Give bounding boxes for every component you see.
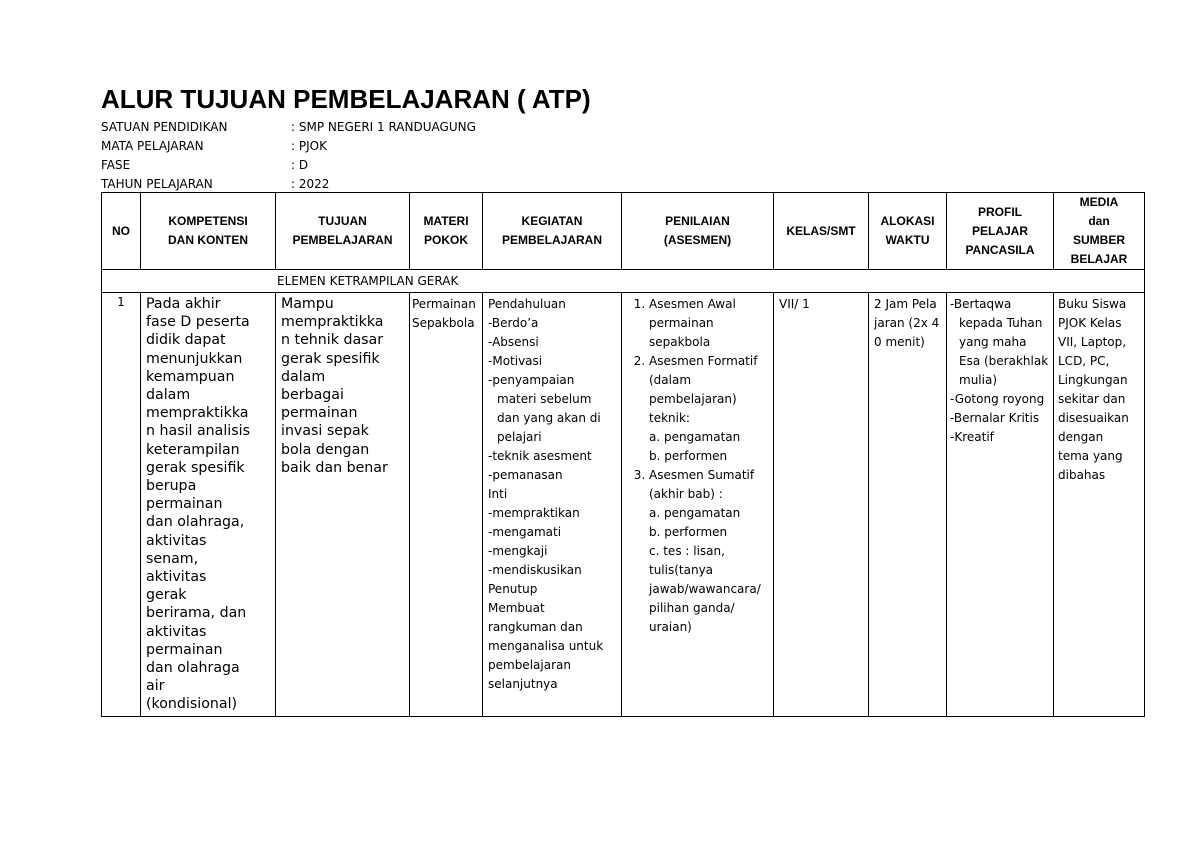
profil-item: -Gotong royong (950, 392, 1045, 406)
media-line: Buku Siswa (1058, 297, 1127, 311)
media-cell (1054, 293, 1145, 717)
header-tujuan: TUJUAN PEMBELAJARAN (276, 193, 410, 270)
header-materi: MATERI POKOK (410, 193, 483, 270)
media-line: VII, Laptop, (1058, 335, 1127, 349)
media-line: sekitar dan (1058, 392, 1126, 406)
profil-item: -Bertaqwa kepada Tuhan yang maha Esa (berakhlak mulia) (950, 297, 1049, 387)
row-no: 1 (102, 293, 141, 717)
alokasi-cell (869, 293, 947, 717)
document-title: ALUR TUJUAN PEMBELAJARAN ( ATP) (101, 84, 591, 114)
media-line: Lingkungan (1058, 373, 1128, 387)
penilaian-item: 3. Asesmen Sumatif (akhir bab) : a. pengamatan b. performen c. tes : lisan, tulis(tanya jawab/wawancara/ pilihan ganda/ uraian) (649, 466, 769, 637)
media-line: disesuaikan (1058, 411, 1129, 425)
tujuan-line: dalam (281, 368, 326, 385)
media-line: dengan (1058, 430, 1104, 444)
atp-table (101, 192, 1145, 717)
profil-item: -Bernalar Kritis (950, 411, 1040, 425)
tujuan-line: bola dengan (281, 441, 370, 458)
header-media: MEDIA dan SUMBER BELAJAR (1054, 193, 1145, 270)
media-line: tema yang (1058, 449, 1123, 463)
kompetensi-line: kemampuan (146, 368, 235, 385)
tujuan-line: mempraktikka (281, 314, 384, 331)
kegiatan-item: -mengamati (488, 525, 562, 539)
meta-value: : SMP NEGERI 1 RANDUAGUNG (291, 120, 476, 134)
meta-value: : D (291, 158, 309, 172)
kompetensi-line: aktivitas (146, 623, 207, 640)
meta-label: MATA PELAJARAN (101, 139, 204, 153)
kompetensi-line: (kondisional) (146, 696, 238, 713)
tujuan-line: baik dan benar (281, 459, 388, 476)
media-line: LCD, PC, (1058, 354, 1110, 368)
profil-cell (947, 293, 1054, 717)
kompetensi-line: permainan (146, 641, 223, 658)
kompetensi-line: mempraktikka (146, 405, 249, 422)
kegiatan-item: -penyampaian materi sebelum dan yang akan di pelajari (488, 373, 601, 444)
kompetensi-line: permainan (146, 496, 223, 513)
kompetensi-line: didik dapat (146, 332, 226, 349)
kelas-value: VII/ 1 (779, 297, 810, 311)
kompetensi-line: senam, (146, 550, 199, 567)
kegiatan-cell (483, 293, 622, 717)
kegiatan-item: -Absensi (488, 335, 539, 349)
kegiatan-item: -mempraktikan (488, 506, 580, 520)
penilaian-item: 1. Asesmen Awal permainan sepakbola (649, 295, 769, 352)
tujuan-line: Mampu (281, 296, 334, 312)
kompetensi-line: berirama, dan (146, 605, 247, 622)
table-row (102, 293, 1145, 717)
kompetensi-line: dan olahraga (146, 660, 240, 677)
kompetensi-line: n hasil analisis (146, 423, 250, 440)
kompetensi-line: dalam (146, 387, 191, 404)
kegiatan-item: -mengkaji (488, 544, 548, 558)
header-profil: PROFIL PELAJAR PANCASILA (947, 193, 1054, 270)
kompetensi-line: keterampilan (146, 441, 240, 458)
meta-value: : 2022 (291, 177, 330, 191)
media-line: dibahas (1058, 468, 1106, 482)
kegiatan-inti: Inti (488, 487, 508, 501)
kompetensi-line: Pada akhir (146, 296, 221, 312)
kompetensi-line: menunjukkan (146, 350, 243, 367)
alokasi-line: 2 Jam Pela (874, 297, 937, 311)
kompetensi-line: fase D peserta (146, 314, 250, 331)
header-alokasi: ALOKASI WAKTU (869, 193, 947, 270)
header-penilaian: PENILAIAN (ASESMEN) (622, 193, 774, 270)
header-kegiatan: KEGIATAN PEMBELAJARAN (483, 193, 622, 270)
tujuan-cell (276, 293, 410, 717)
materi-cell (410, 293, 483, 717)
kegiatan-item: -mendiskusikan (488, 563, 582, 577)
tujuan-line: gerak spesifik (281, 350, 380, 367)
kompetensi-cell (141, 293, 276, 717)
kompetensi-line: berupa (146, 478, 197, 495)
alokasi-line: jaran (2x 4 (874, 316, 940, 330)
header-row (102, 193, 1145, 270)
media-line: PJOK Kelas (1058, 316, 1122, 330)
penilaian-item: 2. Asesmen Formatif (dalam pembelajaran) teknik: a. pengamatan b. performen (649, 352, 769, 466)
header-kompetensi: KOMPETENSI DAN KONTEN (141, 193, 276, 270)
kelas-cell (774, 293, 869, 717)
kompetensi-line: dan olahraga, (146, 514, 245, 531)
kompetensi-line: aktivitas (146, 569, 207, 586)
meta-label: SATUAN PENDIDIKAN (101, 120, 228, 134)
meta-value: : PJOK (291, 139, 327, 153)
meta-row-fase (101, 156, 308, 175)
materi-line: Sepakbola (412, 316, 475, 330)
kegiatan-pendahuluan: Pendahuluan (488, 297, 566, 311)
kegiatan-item: -Berdo’a (488, 316, 539, 330)
kegiatan-item: -teknik asesment (488, 449, 592, 463)
materi-line: Permainan (412, 297, 476, 311)
element-row (102, 270, 1145, 293)
kegiatan-penutup: Penutup (488, 582, 538, 596)
profil-item: -Kreatif (950, 430, 994, 444)
meta-row-satuan (101, 118, 476, 137)
penilaian-cell (622, 293, 774, 717)
kompetensi-line: air (146, 678, 165, 695)
tujuan-line: berbagai (281, 387, 344, 404)
kompetensi-line: aktivitas (146, 532, 207, 549)
tujuan-line: n tehnik dasar (281, 332, 384, 349)
kegiatan-item: -pemanasan (488, 468, 563, 482)
header-no: NO (102, 193, 141, 270)
meta-label: TAHUN PELAJARAN (101, 177, 213, 191)
element-label: ELEMEN KETRAMPILAN GERAK (102, 270, 1145, 293)
meta-label: FASE (101, 158, 131, 172)
kegiatan-item: -Motivasi (488, 354, 543, 368)
alokasi-line: 0 menit) (874, 335, 925, 349)
kegiatan-penutup-text: Membuat rangkuman dan menganalisa untuk pembelajaran selanjutnya (488, 601, 604, 691)
header-kelas: KELAS/SMT (774, 193, 869, 270)
kompetensi-line: gerak spesifik (146, 459, 245, 476)
tujuan-line: invasi sepak (281, 423, 369, 440)
meta-row-mapel (101, 137, 327, 156)
kompetensi-line: gerak (146, 587, 187, 604)
tujuan-line: permainan (281, 405, 358, 422)
